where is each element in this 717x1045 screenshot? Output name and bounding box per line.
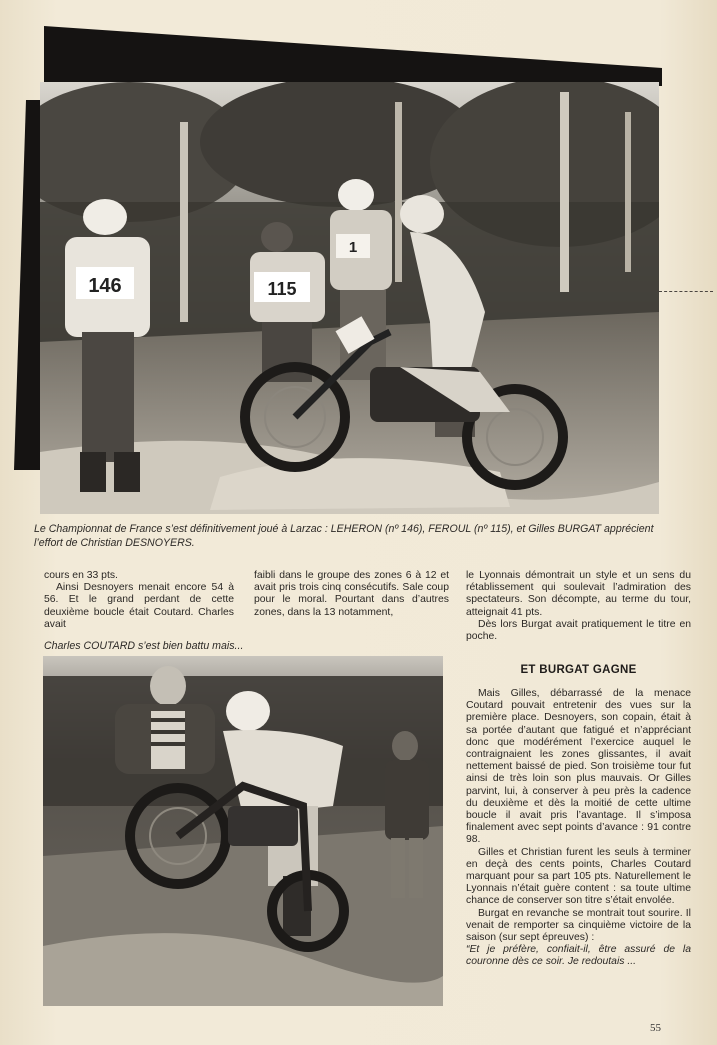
paragraph: Gilles et Christian furent les seuls à terminer en deçà des cents points, Charles Coutard marquant pour sa part 105 pts. Naturellement le Lyonnais n’était guère content : sa toute ultime chance de conserver son titre s’était envolée. <box>466 846 691 907</box>
paragraph: faibli dans le groupe des zones 6 à 12 et avait pris trois cinq consécutifs. Sale coup pour le moral. Pourtant dans d’autres zones, dans la 13 notamment, <box>254 570 449 618</box>
text-column-2 <box>254 570 449 619</box>
text-column-1 <box>44 570 234 631</box>
photo-caption-top: Le Championnat de France s’est définitivement joué à Larzac : LEHERON (nº 146), FEROUL (nº 115), et Gilles BURGAT apprécient l’effort de Christian DESNOYERS. <box>34 523 654 549</box>
section-heading: ET BURGAT GAGNE <box>520 664 637 676</box>
text-column-3-top <box>466 570 691 643</box>
bib-rider-3: 1 <box>348 239 358 256</box>
paragraph: le Lyonnais démontrait un style et un sens du rétablissement qui soulevait l’admiration des spectateurs. Son décompte, au terme du tour, atteignait 41 pts. <box>466 570 691 618</box>
paragraph: Burgat en revanche se montrait tout sourire. Il venait de remporter sa cinquième victoire de la saison (sur sept épreuves) : <box>466 907 691 944</box>
page-number: 55 <box>650 1022 661 1034</box>
bib-146: 146 <box>88 275 122 297</box>
bib-115: 115 <box>267 279 297 299</box>
photo-trial-riders <box>40 82 659 514</box>
paragraph: cours en 33 pts. <box>44 570 118 581</box>
paragraph: Dès lors Burgat avait pratiquement le titre en poche. <box>466 618 691 643</box>
paragraph: Mais Gilles, débarrassé de la menace Coutard pouvait entretenir des vues sur la première place. Desnoyers, son copain, était à sa portée d’autant que fatigué et n’appréciant donc que modérément l’exercice auquel le contraignaient les zones glissantes, il avait nettement baissé de pied. Son troisième tour fut ainsi de très loin son plus mauvais. Or Gilles parvint, lui, à conserver à peu près la cadence du deuxième et dès la moitié de cette ultime boucle il avait pris l’avantage. Il s’imposa finalement avec sept points d’avance : 91 contre 98. <box>466 688 691 846</box>
photo-caption-bottom: Charles COUTARD s’est bien battu mais... <box>44 640 244 652</box>
paragraph-quote: “Et je préfère, confiait-il, être assuré de la couronne dès ce soir. Je redoutais ... <box>466 944 691 968</box>
dashed-cut-line <box>659 291 713 292</box>
photo-coutard-riding <box>43 656 443 1006</box>
text-column-3-bottom <box>466 688 691 969</box>
paragraph: Ainsi Desnoyers menait encore 54 à 56. Et le grand perdant de cette deuxième boucle était Coutard. Charles avait <box>44 582 234 630</box>
